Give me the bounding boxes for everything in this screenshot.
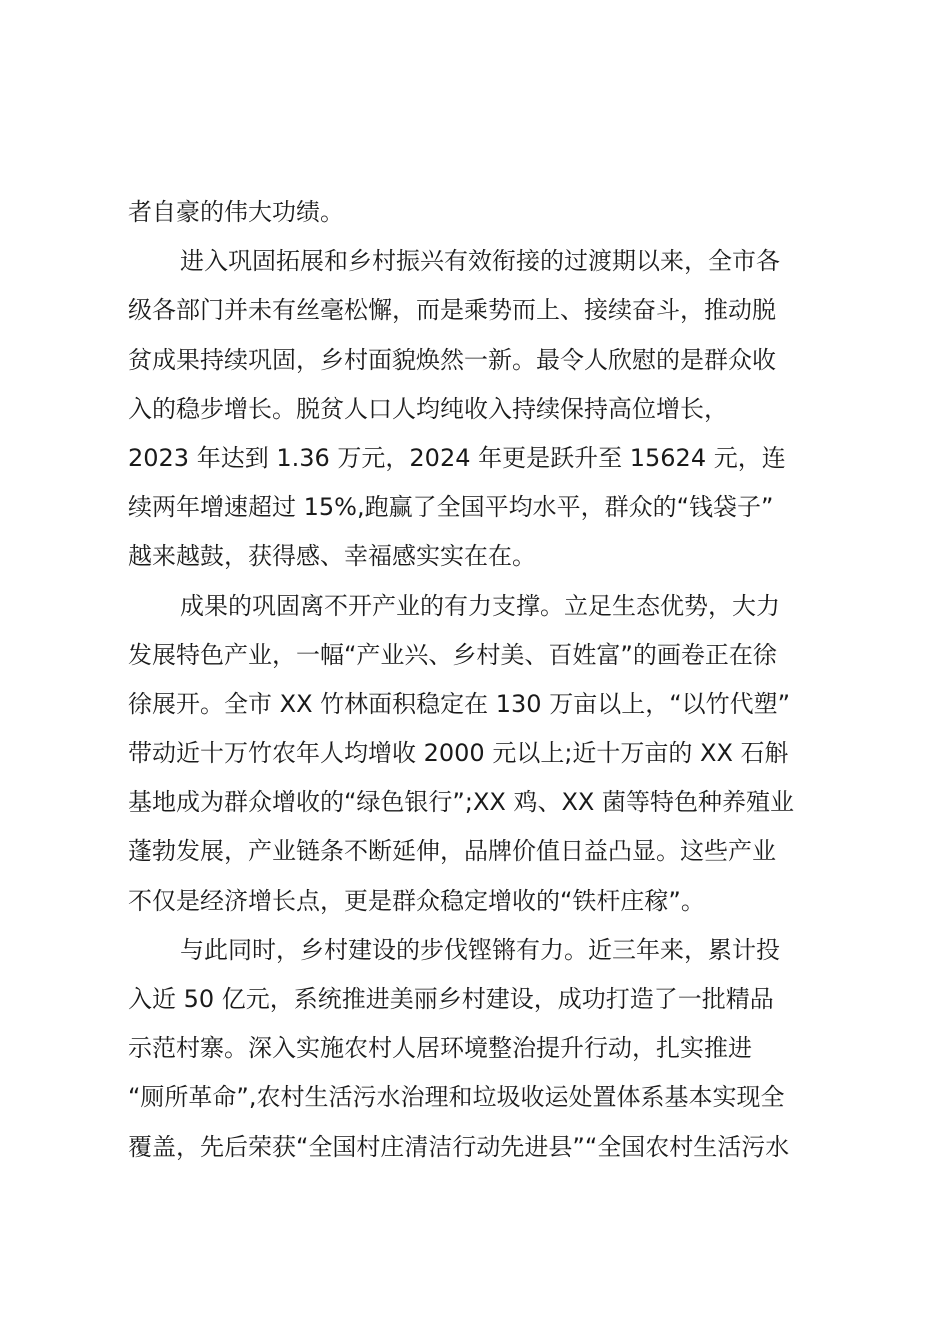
text-line: 发展特色产业，一幅“产业兴、乡村美、百姓富”的画卷正在徐 (128, 640, 777, 669)
text-line: 者自豪的伟大功绩。 (128, 198, 344, 226)
paragraph (128, 188, 828, 237)
text-line: 基地成为群众增收的“绿色银行”;XX 鸡、XX 菌等特色种养殖业 (128, 788, 794, 817)
paragraph (128, 582, 828, 926)
text-line: 进入巩固拓展和乡村振兴有效衔接的过渡期以来，全市各 (180, 247, 780, 276)
text-line: 蓬勃发展，产业链条不断延伸，品牌价值日益凸显。这些产业 (128, 837, 776, 866)
text-line: 入的稳步增长。脱贫人口人均纯收入持续保持高位增长， (128, 394, 728, 423)
text-line: 覆盖，先后荣获“全国村庄清洁行动先进县”“全国农村生活污水 (128, 1132, 790, 1161)
text-line: 不仅是经济增长点，更是群众稳定增收的“铁杆庄稼”。 (128, 886, 705, 915)
text-line: 示范村寨。深入实施农村人居环境整治提升行动，扎实推进 (128, 1034, 752, 1063)
paragraph (128, 237, 828, 581)
text-line: 贫成果持续巩固，乡村面貌焕然一新。最令人欣慰的是群众收 (128, 345, 776, 374)
text-line: 2023 年达到 1.36 万元，2024 年更是跃升至 15624 元，连 (128, 443, 786, 472)
text-line: 带动近十万竹农年人均增收 2000 元以上;近十万亩的 XX 石斛 (128, 739, 789, 768)
text-line: 与此同时，乡村建设的步伐铿锵有力。近三年来，累计投 (180, 935, 780, 964)
text-line: 越来越鼓，获得感、幸福感实实在在。 (128, 542, 536, 571)
text-line: 成果的巩固离不开产业的有力支撑。立足生态优势，大力 (180, 591, 780, 620)
text-line: 续两年增速超过 15%,跑赢了全国平均水平，群众的“钱袋子” (128, 493, 774, 522)
text-line: “厕所革命”,农村生活污水治理和垃圾收运处置体系基本实现全 (128, 1083, 785, 1112)
text-line: 入近 50 亿元，系统推进美丽乡村建设，成功打造了一批精品 (128, 985, 774, 1013)
body-text (128, 188, 828, 1172)
paragraph (128, 926, 828, 1172)
text-line: 徐展开。全市 XX 竹林面积稳定在 130 万亩以上，“以竹代塑” (128, 689, 791, 718)
text-line: 级各部门并未有丝毫松懈，而是乘势而上、接续奋斗，推动脱 (128, 296, 776, 325)
